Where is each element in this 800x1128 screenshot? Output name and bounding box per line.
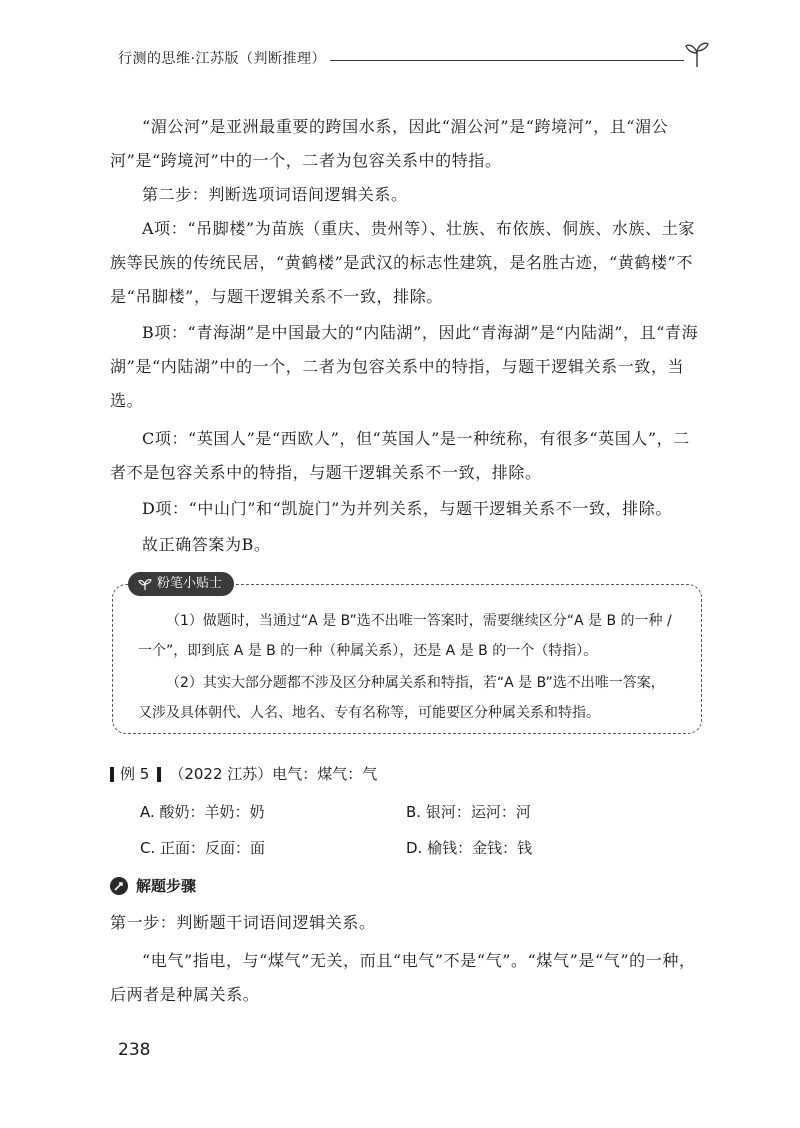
page-number: 238 [118, 1040, 151, 1060]
example-source: （2022 江苏） [169, 765, 273, 783]
example-label: 例 5 [120, 765, 150, 783]
example-marker-right [157, 767, 161, 782]
tip-label-text: 粉笔小贴士 [157, 576, 223, 591]
paragraph-answer: 故正确答案为B。 [142, 535, 271, 554]
option-a: A. 酸奶：羊奶：奶 [140, 803, 265, 821]
option-c: C. 正面：反面：面 [140, 839, 266, 857]
solution-step-one-text: “电气”指电，与“煤气”无关，而且“电气”不是“气”。“煤气”是“气”的一种，后两者是种属关系。 [110, 951, 696, 1004]
option-b: B. 银河：运河：河 [406, 803, 531, 821]
sprout-icon [138, 577, 152, 591]
running-header [118, 48, 710, 70]
solution-step-one: 第一步：判断题干词语间逻辑关系。 [110, 913, 376, 932]
paragraph-option-b: B项：“青海湖”是中国最大的“内陆湖”，因此“青海湖”是“内陆湖”，且“青海湖”是“内陆湖”中的一个，二者为包容关系中的特指，与题干逻辑关系一致，当选。 [110, 323, 699, 410]
paragraph-mekong: “湄公河”是亚洲最重要的跨国水系，因此“湄公河”是“跨境河”，且“湄公河”是“跨境河”中的一个，二者为包容关系中的特指。 [110, 117, 669, 170]
option-d: D. 榆钱：金钱：钱 [406, 839, 533, 857]
header-rule [330, 60, 684, 61]
solution-heading [110, 874, 196, 898]
paragraph-option-a: A项：“吊脚楼”为苗族（重庆、贵州等）、壮族、布依族、侗族、水族、土家族等民族的传统民居，“黄鹤楼”是武汉的标志性建筑，是名胜古迹，“黄鹤楼”不是“吊脚楼”，与题干逻辑关系不一致，排除。 [110, 219, 695, 306]
example-stem: 电气：煤气：气 [272, 765, 378, 783]
tip-label [128, 572, 234, 596]
tip-item-2: （2）其实大部分题都不涉及区分种属关系和特指，若“A 是 B”选不出唯一答案，又涉及具体朝代、人名、地名、专有名称等，可能要区分种属关系和特指。 [138, 675, 665, 721]
sprout-icon [684, 38, 710, 68]
solution-icon [110, 877, 128, 895]
paragraph-step-two: 第二步：判断选项词语间逻辑关系。 [142, 185, 408, 204]
example-heading [110, 762, 377, 786]
example-marker-left [110, 767, 114, 782]
paragraph-option-c: C项：“英国人”是“西欧人”，但“英国人”是一种统称，有很多“英国人”，二者不是包容关系中的特指，与题干逻辑关系不一致，排除。 [110, 429, 690, 482]
paragraph-option-d: D项：“中山门”和“凯旋门”为并列关系，与题干逻辑关系不一致，排除。 [142, 499, 672, 518]
solution-heading-text: 解题步骤 [136, 877, 197, 895]
book-title: 行测的思维·江苏版（判断推理） [118, 51, 326, 67]
tip-item-1: （1）做题时，当通过“A 是 B”选不出唯一答案时，需要继续区分“A 是 B 的一种 / 一个”，即到底 A 是 B 的一种（种属关系），还是 A 是 B 的一个（特指）。 [138, 613, 672, 659]
